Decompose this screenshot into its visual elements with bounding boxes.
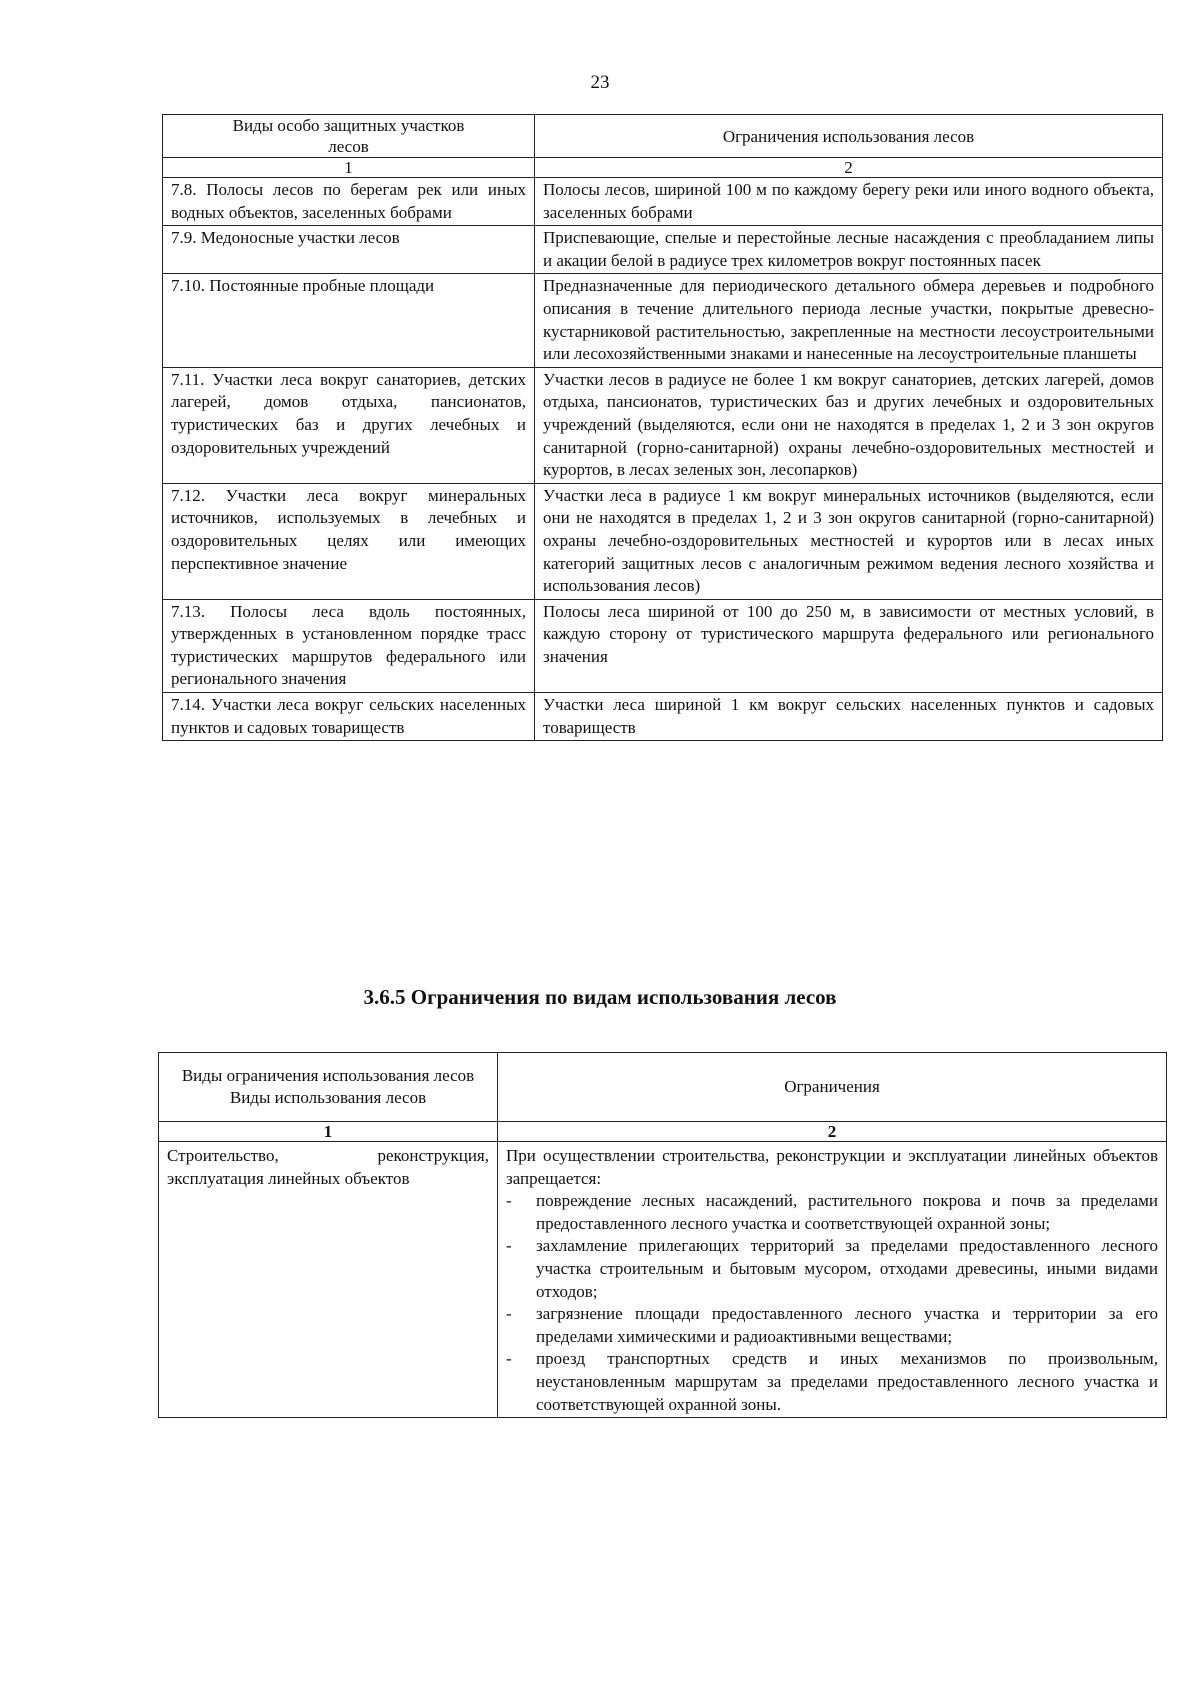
- list-item-text: загрязнение площади предоставленного лесного участка и территории за его пределами химическими и радиоактивными веществами;: [536, 1304, 1158, 1346]
- column-header-type: Виды ограничения использования лесов Виды использования лесов: [159, 1053, 498, 1122]
- column-number: 1: [163, 158, 535, 178]
- usage-type: Строительство, реконструкция, эксплуатация линейных объектов: [159, 1142, 498, 1418]
- column-header-restriction: Ограничения: [498, 1053, 1167, 1122]
- table-row: [163, 274, 1163, 367]
- table-header-row: [159, 1053, 1167, 1122]
- table-row: [163, 226, 1163, 274]
- table-row: [163, 483, 1163, 599]
- list-item: [506, 1348, 1158, 1416]
- list-item: [506, 1303, 1158, 1348]
- protected-area-type: 7.11. Участки леса вокруг санаториев, детских лагерей, домов отдыха, пансионатов, туристических баз и других лечебных и оздоровительных учреждений: [163, 367, 535, 483]
- protected-area-type: 7.8. Полосы лесов по берегам рек или иных водных объектов, заселенных бобрами: [163, 178, 535, 226]
- usage-restriction: Приспевающие, спелые и перестойные лесные насаждения с преобладанием липы и акации белой в радиусе трех километров вокруг постоянных пасек: [535, 226, 1163, 274]
- usage-restrictions-table: [158, 1052, 1167, 1418]
- protected-area-type: 7.10. Постоянные пробные площади: [163, 274, 535, 367]
- protected-area-type: 7.13. Полосы леса вдоль постоянных, утвержденных в установленном порядке трасс туристических маршрутов федерального или регионального значения: [163, 599, 535, 692]
- table-row: [163, 599, 1163, 692]
- list-item: [506, 1190, 1158, 1235]
- column-header-restriction: Ограничения использования лесов: [535, 115, 1163, 158]
- section-title: 3.6.5 Ограничения по видам использования лесов: [363, 985, 837, 1009]
- usage-restriction: Предназначенные для периодического детального обмера деревьев и подробного описания в течение длительного периода лесные участки, покрытые древесно-кустарниковой растительностью, закрепленные на местности лесоустроительными или лесохозяйственными знаками и нанесенные на лесоустроительные планшеты: [535, 274, 1163, 367]
- protected-areas-table: [162, 114, 1163, 741]
- protected-area-type: 7.14. Участки леса вокруг сельских населенных пунктов и садовых товариществ: [163, 693, 535, 741]
- column-number: 1: [159, 1122, 498, 1142]
- table-header-row: [163, 115, 1163, 158]
- table-row: [163, 367, 1163, 483]
- restriction-intro: При осуществлении строительства, реконструкции и эксплуатации линейных объектов запрещается:: [506, 1146, 1158, 1188]
- dash-marker: -: [506, 1236, 512, 1256]
- column-number: 2: [535, 158, 1163, 178]
- usage-restriction: Участки леса шириной 1 км вокруг сельских населенных пунктов и садовых товариществ: [535, 693, 1163, 741]
- protected-area-type: 7.9. Медоносные участки лесов: [163, 226, 535, 274]
- dash-marker: -: [506, 1349, 512, 1369]
- usage-restriction: Участки лесов в радиусе не более 1 км вокруг санаториев, детских лагерей, домов отдыха, пансионатов, туристических баз и других лечебных и оздоровительных учреждений (выделяются, если они не находятся в пределах 1, 2 и 3 зон округов санитарной (горно-санитарной) охраны лечебно-оздоровительных местностей и курортов, в лесах зеленых зон, лесопарков): [535, 367, 1163, 483]
- list-item-text: проезд транспортных средств и иных механизмов по произвольным, неустановленным маршрутам за пределами предоставленного лесного участка и соответствующей охранной зоны.: [536, 1349, 1158, 1414]
- table-row: [163, 178, 1163, 226]
- protected-area-type: 7.12. Участки леса вокруг минеральных источников, используемых в лечебных и оздоровительных целях или имеющих перспективное значение: [163, 483, 535, 599]
- usage-restriction: Полосы лесов, шириной 100 м по каждому берегу реки или иного водного объекта, заселенных бобрами: [535, 178, 1163, 226]
- usage-restriction: Полосы леса шириной от 100 до 250 м, в зависимости от местных условий, в каждую сторону от туристического маршрута федерального или регионального значения: [535, 599, 1163, 692]
- dash-marker: -: [506, 1191, 512, 1211]
- table-number-row: [159, 1122, 1167, 1142]
- column-header-type: Виды особо защитных участков лесов: [163, 115, 535, 158]
- dash-marker: -: [506, 1304, 512, 1324]
- usage-restriction: Участки леса в радиусе 1 км вокруг минеральных источников (выделяются, если они не находятся в пределах 1, 2 и 3 зон округов санитарной (горно-санитарной) охраны лечебно-оздоровительных местностей и курортов или в лесах иных категорий защитных лесов с аналогичным режимом ведения лесного хозяйства и использования лесов): [535, 483, 1163, 599]
- list-item: [506, 1235, 1158, 1303]
- table-row: [159, 1142, 1167, 1418]
- table-row: [163, 693, 1163, 741]
- list-item-text: захламление прилегающих территорий за пределами предоставленного лесного участка строительным и бытовым мусором, отходами древесины, иными видами отходов;: [536, 1236, 1158, 1301]
- table-number-row: [163, 158, 1163, 178]
- list-item-text: повреждение лесных насаждений, растительного покрова и почв за пределами предоставленного лесного участка и соответствующей охранной зоны;: [536, 1191, 1158, 1233]
- usage-restriction: [498, 1142, 1167, 1418]
- column-number: 2: [498, 1122, 1167, 1142]
- page-number: 23: [590, 72, 610, 93]
